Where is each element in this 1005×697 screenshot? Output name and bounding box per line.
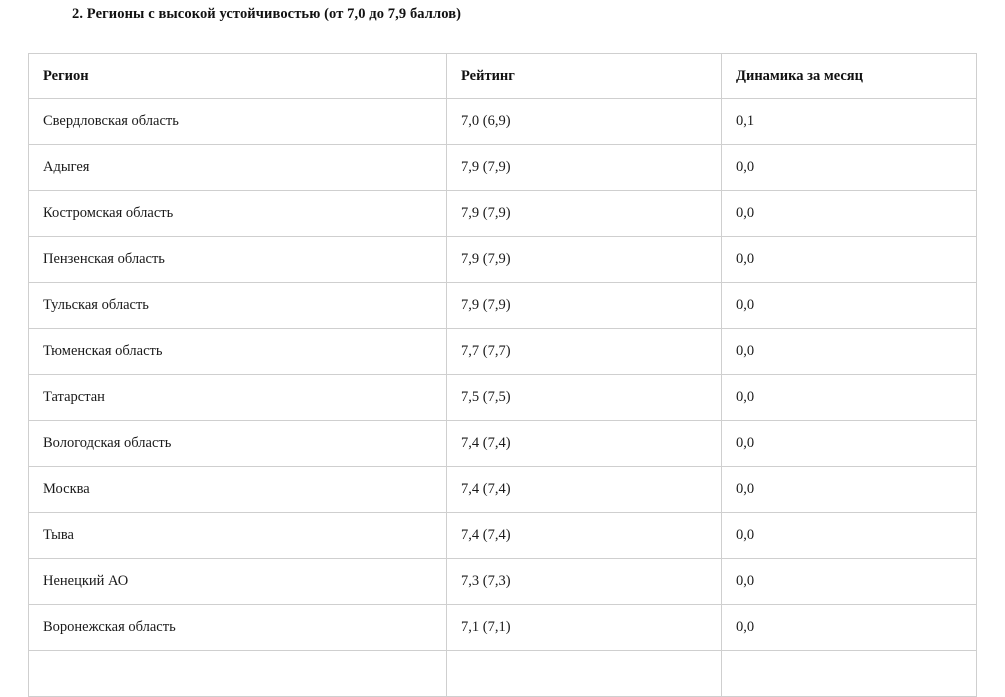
- table-header-row: [29, 54, 977, 99]
- table-row: [29, 283, 977, 329]
- cell-region: Тульская область: [29, 283, 447, 329]
- cell-region: Пензенская область: [29, 237, 447, 283]
- section-title: 2. Регионы с высокой устойчивостью (от 7,0 до 7,9 баллов): [72, 6, 462, 22]
- table-row: [29, 329, 977, 375]
- cell-region: Воронежская область: [29, 605, 447, 651]
- column-header-region: Регион: [29, 54, 447, 99]
- cell-monthly-change: 0,0: [722, 421, 977, 467]
- table-row: [29, 99, 977, 145]
- cell-rating: 7,1 (7,1): [447, 605, 722, 651]
- cell-rating: 7,4 (7,4): [447, 467, 722, 513]
- table-header: [29, 54, 977, 99]
- table-row: [29, 145, 977, 191]
- cell-region: Тыва: [29, 513, 447, 559]
- cell-monthly-change: 0,0: [722, 329, 977, 375]
- cell-rating: 7,9 (7,9): [447, 283, 722, 329]
- cell-monthly-change: 0,1: [722, 99, 977, 145]
- table-row: [29, 191, 977, 237]
- column-header-monthly-change: Динамика за месяц: [722, 54, 977, 99]
- cell-monthly-change: 0,0: [722, 467, 977, 513]
- regions-table: [28, 53, 977, 697]
- cell-rating: 7,9 (7,9): [447, 237, 722, 283]
- table-row: [29, 513, 977, 559]
- cell-rating: 7,9 (7,9): [447, 145, 722, 191]
- regions-table-container: [28, 53, 976, 697]
- cell-region: Свердловская область: [29, 99, 447, 145]
- table-row: [29, 421, 977, 467]
- table-row: [29, 559, 977, 605]
- table-row: [29, 237, 977, 283]
- cell-region: Костромская область: [29, 191, 447, 237]
- table-body: [29, 99, 977, 697]
- cell-region: [29, 651, 447, 697]
- cell-region: Татарстан: [29, 375, 447, 421]
- cell-region: Вологодская область: [29, 421, 447, 467]
- cell-monthly-change: 0,0: [722, 283, 977, 329]
- cell-rating: 7,4 (7,4): [447, 513, 722, 559]
- cell-region: Москва: [29, 467, 447, 513]
- cell-monthly-change: 0,0: [722, 145, 977, 191]
- cell-region: Тюменская область: [29, 329, 447, 375]
- table-row: [29, 375, 977, 421]
- cell-monthly-change: 0,0: [722, 513, 977, 559]
- cell-rating: 7,5 (7,5): [447, 375, 722, 421]
- cell-monthly-change: 0,0: [722, 191, 977, 237]
- cell-monthly-change: 0,0: [722, 375, 977, 421]
- table-row: [29, 651, 977, 697]
- cell-rating: 7,7 (7,7): [447, 329, 722, 375]
- cell-rating: 7,0 (6,9): [447, 99, 722, 145]
- table-row: [29, 605, 977, 651]
- cell-monthly-change: [722, 651, 977, 697]
- cell-monthly-change: 0,0: [722, 559, 977, 605]
- cell-rating: [447, 651, 722, 697]
- cell-rating: 7,4 (7,4): [447, 421, 722, 467]
- cell-monthly-change: 0,0: [722, 237, 977, 283]
- cell-monthly-change: 0,0: [722, 605, 977, 651]
- column-header-rating: Рейтинг: [447, 54, 722, 99]
- cell-region: Адыгея: [29, 145, 447, 191]
- table-row: [29, 467, 977, 513]
- cell-rating: 7,9 (7,9): [447, 191, 722, 237]
- cell-region: Ненецкий АО: [29, 559, 447, 605]
- cell-rating: 7,3 (7,3): [447, 559, 722, 605]
